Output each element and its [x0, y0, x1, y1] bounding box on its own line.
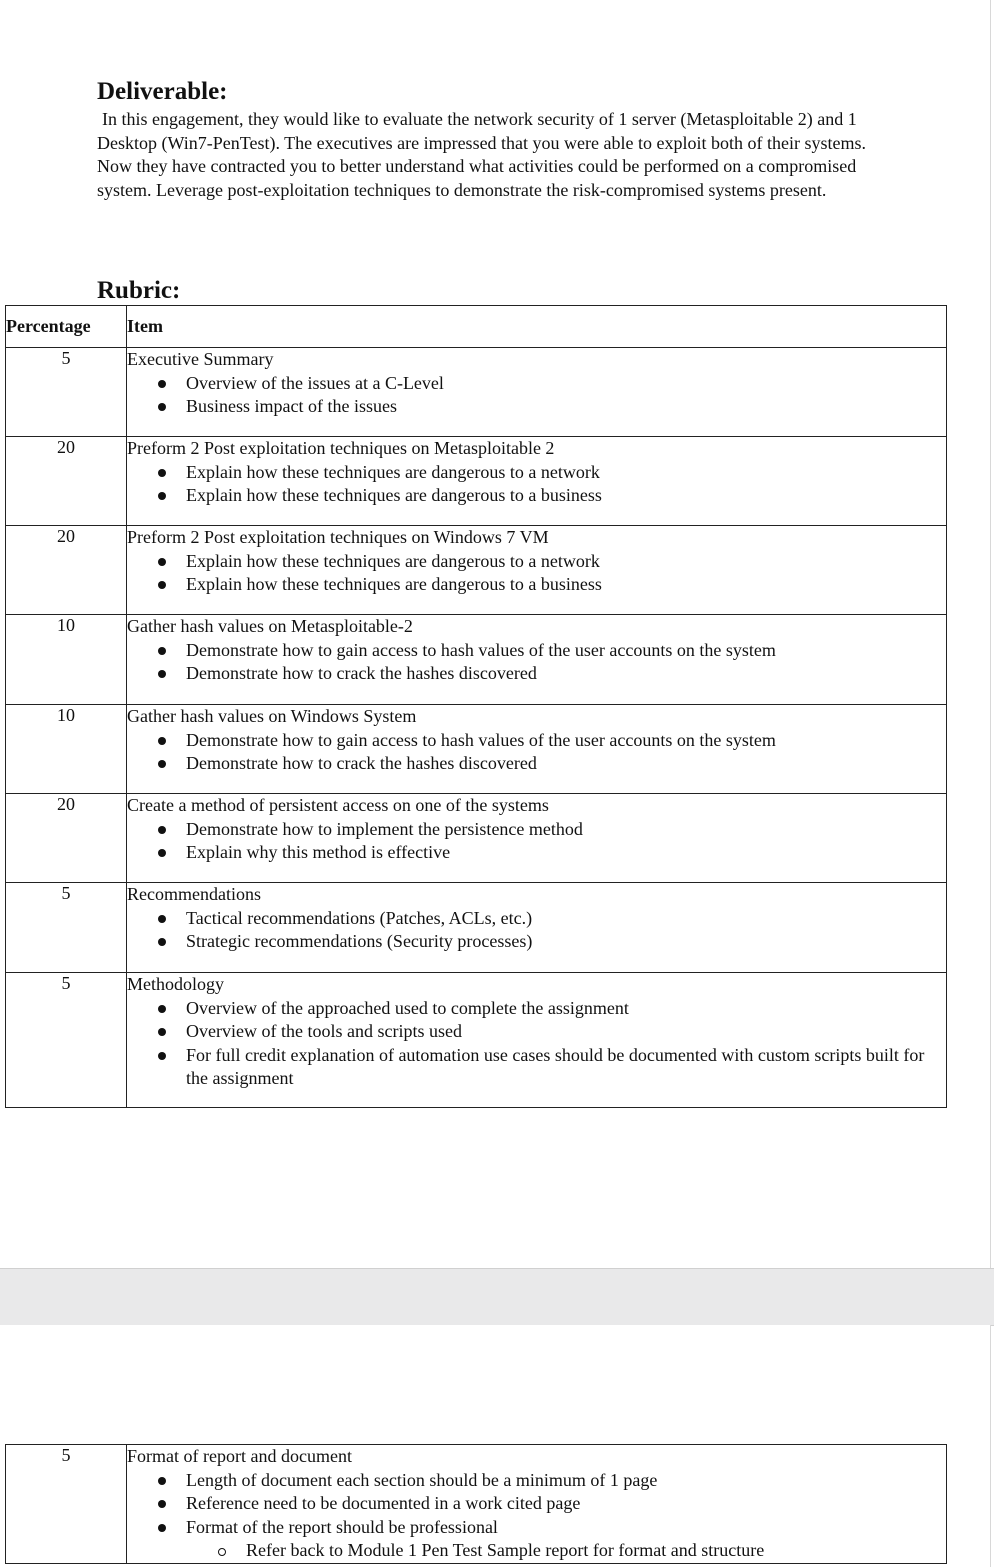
- row-item: [127, 1445, 947, 1564]
- row-item: [127, 973, 947, 1108]
- row-title: Executive Summary: [127, 349, 274, 369]
- row-percentage: 5: [6, 883, 127, 973]
- bullet-item: Reference need to be documented in a work cited page: [186, 1492, 946, 1516]
- bullet-item: Business impact of the issues: [186, 395, 946, 419]
- row-item: [127, 705, 947, 794]
- bullet-list: [127, 639, 946, 686]
- table-row: [6, 526, 947, 615]
- table-row: [6, 615, 947, 705]
- bullet-item: Length of document each section should be a minimum of 1 page: [186, 1469, 946, 1493]
- bullet-list: [127, 372, 946, 419]
- bullet-item: Demonstrate how to gain access to hash values of the user accounts on the system: [186, 729, 946, 753]
- bullet-item: Demonstrate how to crack the hashes discovered: [186, 662, 946, 686]
- table-row: [6, 1445, 947, 1564]
- row-percentage: 5: [6, 348, 127, 437]
- bullet-item: Strategic recommendations (Security processes): [186, 930, 946, 954]
- deliverable-heading: Deliverable:: [97, 78, 228, 105]
- bullet-item: Overview of the approached used to complete the assignment: [186, 997, 946, 1021]
- bullet-list: [127, 729, 946, 776]
- row-item: [127, 348, 947, 437]
- bullet-list: [127, 461, 946, 508]
- row-title: Preform 2 Post exploitation techniques on Windows 7 VM: [127, 527, 549, 547]
- deliverable-paragraph: In this engagement, they would like to evaluate the network security of 1 server (Metasploitable 2) and 1 Desktop (Win7-PenTest). The executives are impressed that you were able to exploit both of their systems. Now they have contracted you to better understand what activities could be performed on a compromised system. Leverage post-exploitation techniques to demonstrate the risk-compromised systems present.: [97, 109, 866, 200]
- bullet-item: Overview of the tools and scripts used: [186, 1020, 946, 1044]
- row-percentage: 10: [6, 615, 127, 705]
- rubric-table-continued: [5, 1444, 947, 1564]
- page-break-gap: [0, 1268, 994, 1326]
- row-percentage: 20: [6, 437, 127, 526]
- row-item: [127, 437, 947, 526]
- bullet-item: Tactical recommendations (Patches, ACLs, etc.): [186, 907, 946, 931]
- column-header-item: Item: [127, 306, 947, 348]
- bullet-item: Demonstrate how to implement the persistence method: [186, 818, 946, 842]
- bullet-item: Explain how these techniques are dangerous to a network: [186, 461, 946, 485]
- row-percentage: 5: [6, 1445, 127, 1564]
- bullet-list: [127, 1469, 946, 1563]
- table-row: [6, 883, 947, 973]
- bullet-item: Demonstrate how to crack the hashes discovered: [186, 752, 946, 776]
- bullet-list: [127, 550, 946, 597]
- rubric-header-row: [6, 306, 947, 348]
- column-header-percentage: Percentage: [6, 306, 127, 348]
- bullet-item: Overview of the issues at a C-Level: [186, 372, 946, 396]
- row-percentage: 10: [6, 705, 127, 794]
- bullet-list: [127, 818, 946, 865]
- table-row: [6, 794, 947, 883]
- row-item: [127, 615, 947, 705]
- rubric-heading: Rubric:: [97, 277, 181, 304]
- row-title: Recommendations: [127, 884, 261, 904]
- row-title: Create a method of persistent access on one of the systems: [127, 795, 549, 815]
- sub-bullet-item: Refer back to Module 1 Pen Test Sample report for format and structure: [246, 1539, 946, 1563]
- bullet-item: Demonstrate how to gain access to hash values of the user accounts on the system: [186, 639, 946, 663]
- table-row: [6, 705, 947, 794]
- row-title: Format of report and document: [127, 1446, 352, 1466]
- row-percentage: 20: [6, 794, 127, 883]
- row-item: [127, 794, 947, 883]
- row-title: Preform 2 Post exploitation techniques on Metasploitable 2: [127, 438, 555, 458]
- bullet-list: [127, 997, 946, 1091]
- table-row: [6, 348, 947, 437]
- bullet-text: Format of the report should be professional: [186, 1516, 498, 1537]
- sub-bullet-list: [186, 1539, 946, 1563]
- row-percentage: 20: [6, 526, 127, 615]
- row-title: Methodology: [127, 974, 224, 994]
- bullet-item: Explain how these techniques are dangerous to a network: [186, 550, 946, 574]
- bullet-item: Explain how these techniques are dangerous to a business: [186, 573, 946, 597]
- row-item: [127, 526, 947, 615]
- document-page-2: [0, 1325, 991, 1567]
- row-item: [127, 883, 947, 973]
- table-row: [6, 437, 947, 526]
- bullet-item: [186, 1516, 946, 1563]
- rubric-table: [5, 305, 947, 1108]
- row-percentage: 5: [6, 973, 127, 1108]
- bullet-item: For full credit explanation of automation use cases should be documented with custom scripts built for the assignment: [186, 1044, 946, 1091]
- table-row: [6, 973, 947, 1108]
- row-title: Gather hash values on Metasploitable-2: [127, 616, 413, 636]
- bullet-list: [127, 907, 946, 954]
- bullet-item: Explain how these techniques are dangerous to a business: [186, 484, 946, 508]
- row-title: Gather hash values on Windows System: [127, 706, 417, 726]
- bullet-item: Explain why this method is effective: [186, 841, 946, 865]
